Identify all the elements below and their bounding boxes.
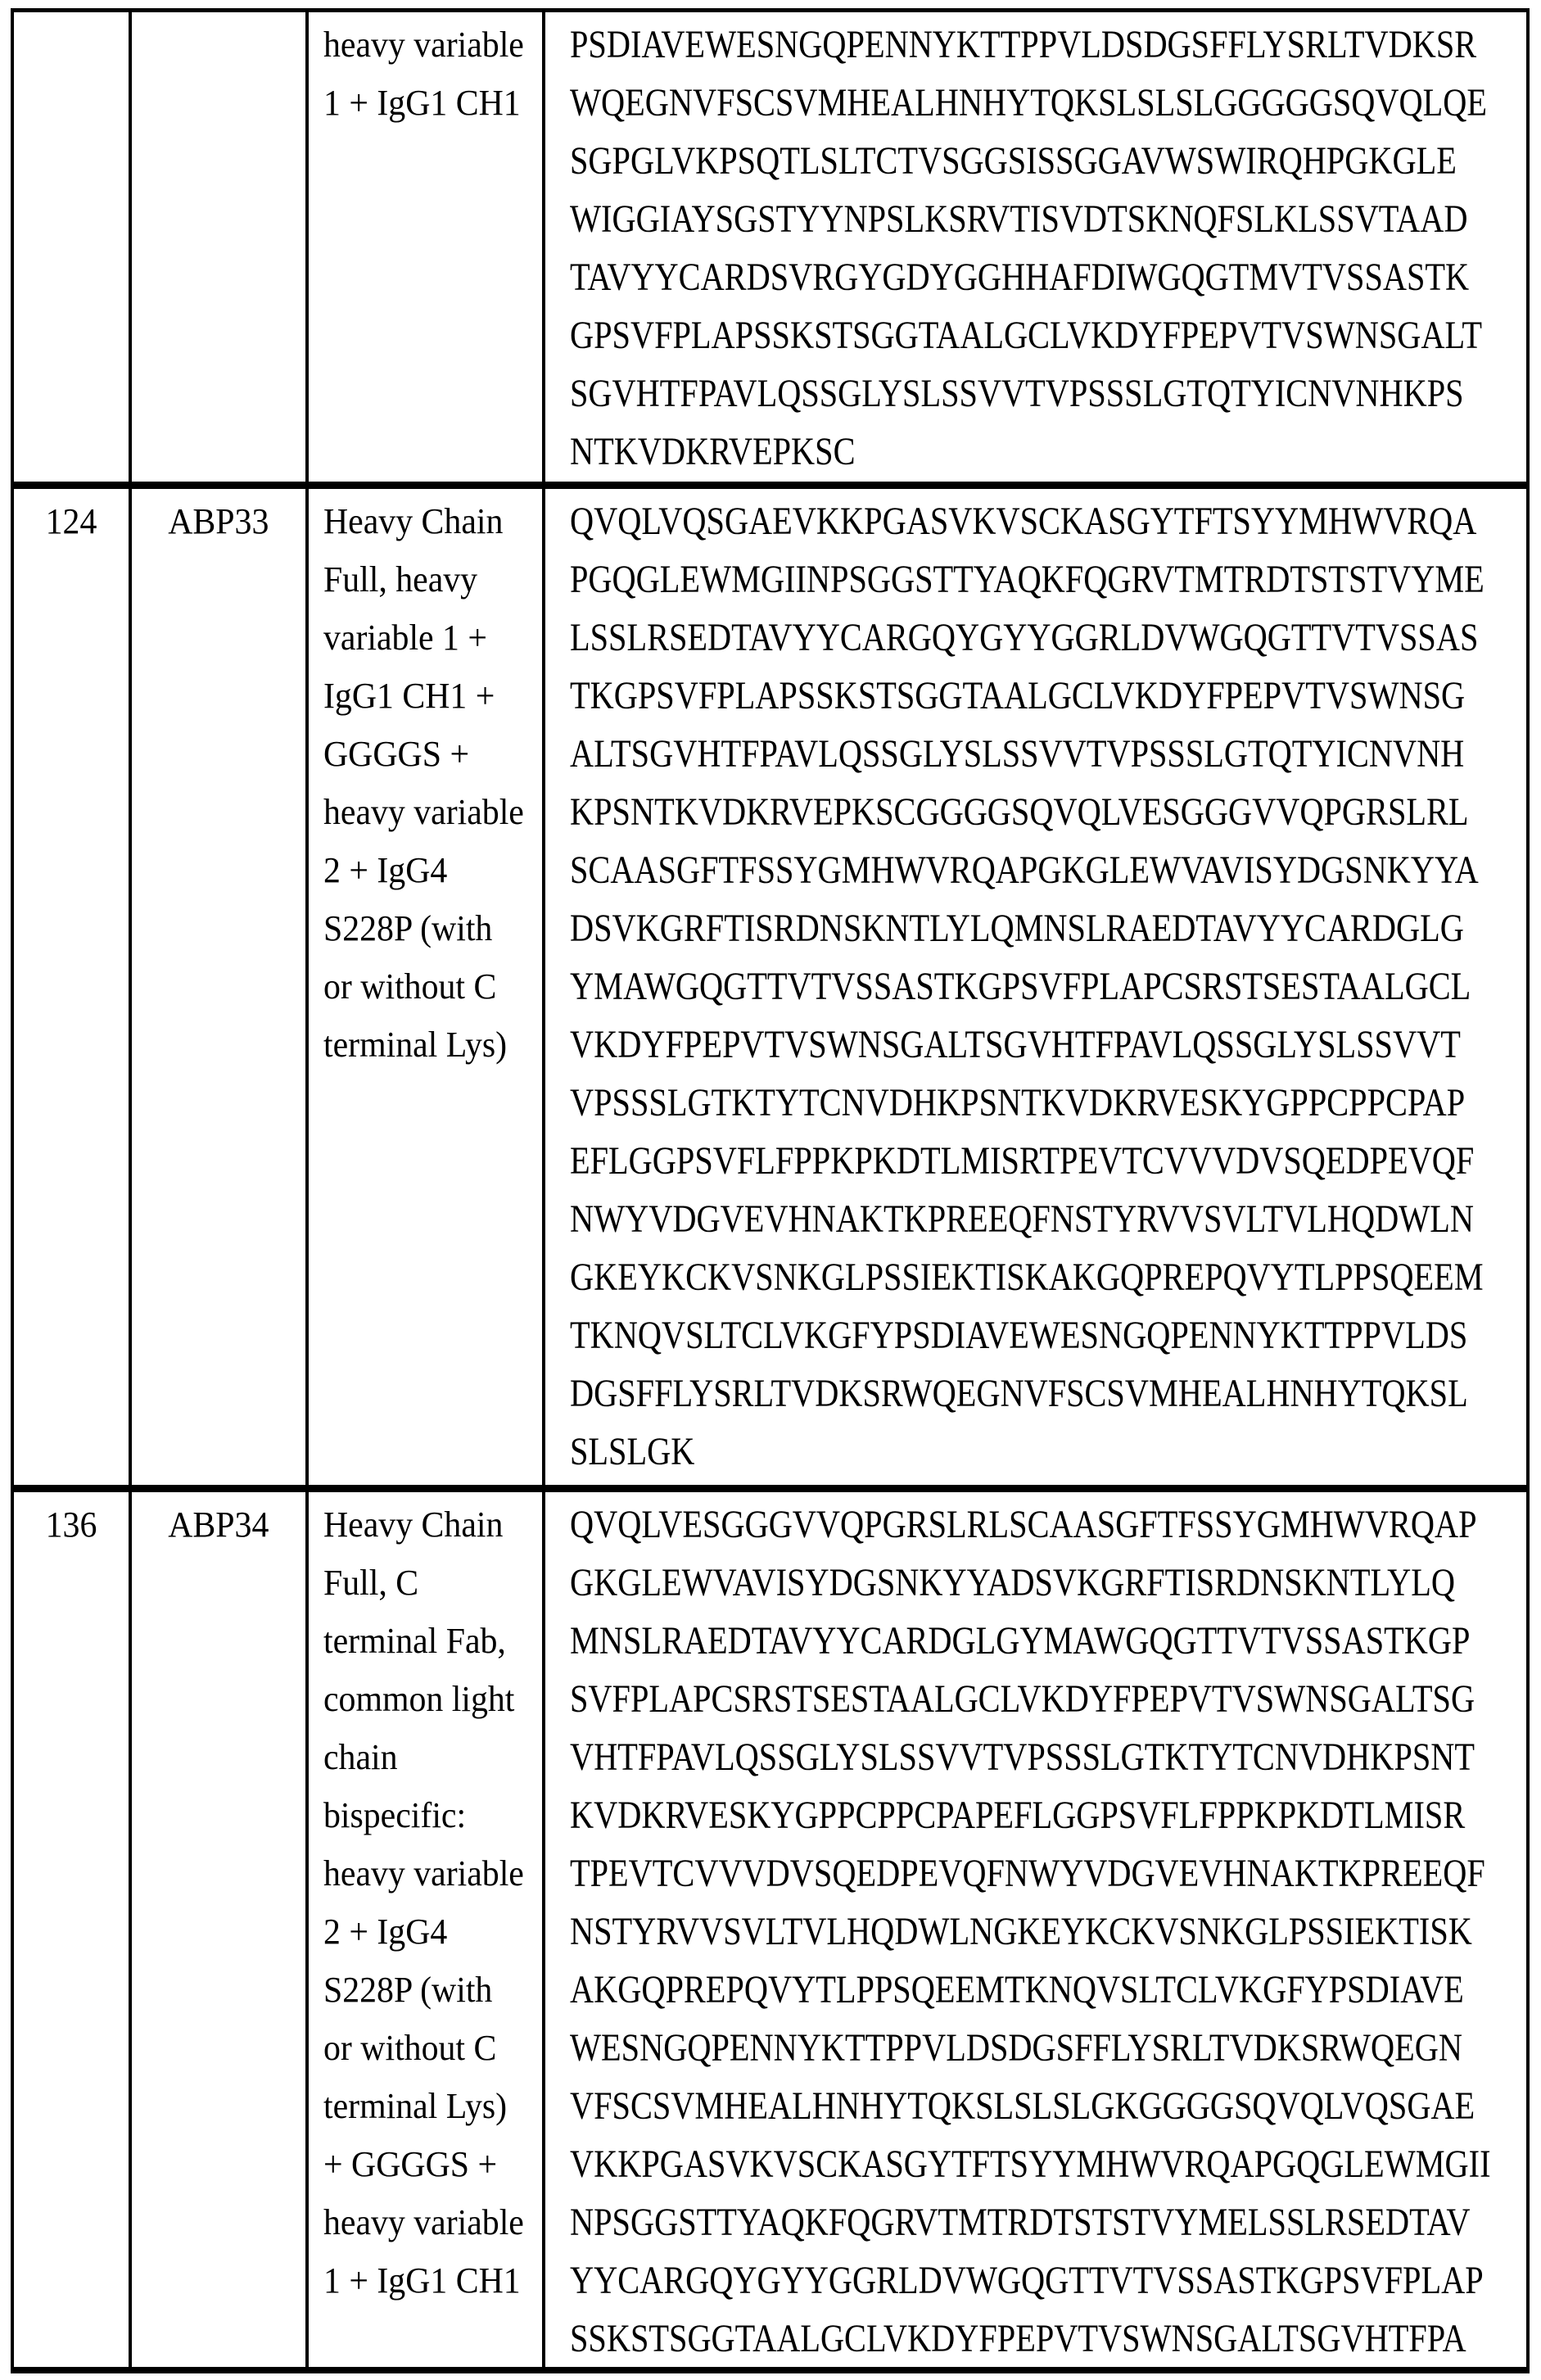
table-row: [14, 1485, 1526, 2367]
sequence-line: [570, 550, 1526, 609]
description-line-text: GGGGS +: [323, 734, 470, 774]
description-line: [323, 899, 542, 957]
description-line-text: + GGGGS +: [323, 2144, 498, 2184]
sequence-line: [570, 364, 1526, 423]
sequence-line: [570, 1728, 1526, 1786]
description-line: [323, 841, 542, 899]
description-line-text: common light: [323, 1679, 515, 1719]
sequence-line: [570, 725, 1526, 783]
sequence-line: [570, 783, 1526, 841]
description-line-text: Full, C: [323, 1563, 419, 1603]
description-line: [323, 1016, 542, 1074]
description-line: [323, 2135, 542, 2193]
sequence-line-text: SLSLGK: [570, 1430, 695, 1473]
name-line: [132, 16, 305, 74]
sequence-line: [570, 190, 1526, 248]
sequence-line: [570, 74, 1526, 132]
sequence-line: [570, 1364, 1526, 1423]
protein-name: ABP34: [168, 1504, 269, 1545]
sequence-line: [570, 492, 1526, 550]
sequence-line-text: SGVHTFPAVLQSSGLYSLSSVVTVPSSSLGTQTYICNVNHKPS: [570, 372, 1464, 415]
seq-id-number: 124: [45, 501, 97, 541]
sequence-line-text: DSVKGRFTISRDNSKNTLYLQMNSLRAEDTAVYYCARDGLG: [570, 907, 1464, 950]
sequence-line: [570, 899, 1526, 957]
sequence-line-text: AKGQPREPQVYTLPPSQEEMTKNQVSLTCLVKGFYPSDIAVE: [570, 1968, 1464, 2011]
seq-id-cell: [14, 1492, 132, 2367]
sequence-line: [570, 423, 1526, 481]
sequence-line: [570, 1074, 1526, 1132]
description-line: [323, 957, 542, 1016]
description-line: [323, 667, 542, 725]
sequence-line: [570, 1306, 1526, 1364]
sequence-line: [570, 2077, 1526, 2135]
sequence-line-text: NSTYRVVSVLTVLHQDWLNGKEYKCKVSNKGLPSSIEKTISK: [570, 1910, 1472, 1953]
description-cell: [309, 489, 545, 1485]
description-line-text: terminal Lys): [323, 2086, 508, 2126]
description-line-text: heavy variable: [323, 2202, 524, 2242]
name-line: [132, 1495, 305, 1554]
description-line-text: Heavy Chain: [323, 1504, 504, 1545]
sequence-line-text: TKGPSVFPLAPSSKSTSGGTAALGCLVKDYFPEPVTVSWNSG: [570, 674, 1466, 717]
sequence-line: [570, 1423, 1526, 1481]
description-line-text: or without C: [323, 966, 497, 1007]
sequence-line-text: QVQLVESGGGVVQPGRSLRLSCAASGFTFSSYGMHWVRQAP: [570, 1503, 1477, 1546]
sequence-line-text: SVFPLAPCSRSTSESTAALGCLVKDYFPEPVTVSWNSGALTSG: [570, 1677, 1475, 1721]
sequence-line: [570, 1844, 1526, 1903]
description-line-text: chain: [323, 1737, 398, 1777]
sequence-line: [570, 2193, 1526, 2251]
sequence-listing-table: [11, 8, 1530, 2373]
seq-id-cell: [14, 489, 132, 1485]
description-line-text: heavy variable: [323, 792, 524, 832]
description-line-text: IgG1 CH1 +: [323, 676, 495, 716]
description-line: [323, 550, 542, 609]
sequence-line-text: TKNQVSLTCLVKGFYPSDIAVEWESNGQPENNYKTTPPVLDS: [570, 1314, 1468, 1357]
sequence-line-text: NWYVDGVEVHNAKTKPREEQFNSTYRVVSVLTVLHQDWLN: [570, 1197, 1475, 1241]
sequence-line-text: TPEVTCVVVDVSQEDPEVQFNWYVDGVEVHNAKTKPREEQF: [570, 1852, 1485, 1895]
description-line: [323, 1961, 542, 2019]
description-line-text: 1 + IgG1 CH1: [323, 83, 521, 123]
table-row: [14, 482, 1526, 1485]
sequence-line: [570, 248, 1526, 306]
description-line-text: variable 1 +: [323, 618, 487, 658]
description-line-text: 1 + IgG1 CH1: [323, 2260, 521, 2301]
sequence-line-text: SSKSTSGGTAALGCLVKDYFPEPVTVSWNSGALTSGVHTFPA: [570, 2317, 1466, 2360]
description-line: [323, 1844, 542, 1903]
sequence-line: [570, 1786, 1526, 1844]
sequence-line: [570, 132, 1526, 190]
description-line-text: Full, heavy: [323, 559, 478, 600]
protein-name: ABP33: [168, 501, 269, 541]
description-line: [323, 2251, 542, 2310]
sequence-line: [570, 1670, 1526, 1728]
sequence-line: [570, 2251, 1526, 2310]
description-line: [323, 74, 542, 132]
sequence-line: [570, 841, 1526, 899]
seq-id-line: [14, 16, 129, 74]
description-line: [323, 2077, 542, 2135]
description-line-text: S228P (with: [323, 908, 493, 948]
sequence-line-text: LSSLRSEDTAVYYCARGQYGYYGGRLDVWGQGTTVTVSSAS: [570, 616, 1479, 659]
sequence-line-text: PSDIAVEWESNGQPENNYKTTPPVLDSDGSFFLYSRLTVDKSR: [570, 23, 1477, 66]
description-line: [323, 1903, 542, 1961]
sequence-line-text: QVQLVQSGAEVKKPGASVKVSCKASGYTFTSYYMHWVRQA: [570, 500, 1477, 543]
description-line: [323, 1495, 542, 1554]
sequence-line: [570, 1016, 1526, 1074]
sequence-line-text: MNSLRAEDTAVYYCARDGLGYMAWGQGTTVTVSSASTKGP: [570, 1619, 1471, 1663]
description-line: [323, 1670, 542, 1728]
sequence-line-text: SCAASGFTFSSYGMHWVRQAPGKGLEWVAVISYDGSNKYYA: [570, 848, 1479, 892]
sequence-line-text: EFLGGPSVFLFPPKPKDTLMISRTPEVTCVVVDVSQEDPEVQF: [570, 1139, 1475, 1183]
seq-id-line: [14, 492, 129, 550]
description-line: [323, 609, 542, 667]
sequence-line-text: WIGGIAYSGSTYYNPSLKSRVTISVDTSKNQFSLKLSSVTAAD: [570, 197, 1468, 241]
sequence-cell: [545, 12, 1526, 482]
sequence-line-text: TAVYYCARDSVRGYGDYGGHHAFDIWGQGTMVTVSSASTK: [570, 256, 1470, 299]
sequence-line: [570, 2310, 1526, 2367]
sequence-line: [570, 609, 1526, 667]
sequence-line: [570, 1190, 1526, 1248]
sequence-line-text: GKEYKCKVSNKGLPSSIEKTISKAKGQPREPQVYTLPPSQEEM: [570, 1256, 1484, 1299]
description-line: [323, 1786, 542, 1844]
sequence-line-text: GKGLEWVAVISYDGSNKYYADSVKGRFTISRDNSKNTLYLQ: [570, 1561, 1455, 1604]
sequence-line-text: NPSGGSTTYAQKFQGRVTMTRDTSTSTVYMELSSLRSEDTAV: [570, 2201, 1471, 2244]
sequence-line-text: NTKVDKRVEPKSC: [570, 430, 856, 473]
description-line-text: or without C: [323, 2028, 497, 2068]
description-cell: [309, 1492, 545, 2367]
sequence-line-text: VKDYFPEPVTVSWNSGALTSGVHTFPAVLQSSGLYSLSSVVT: [570, 1023, 1461, 1066]
sequence-cell: [545, 489, 1526, 1485]
table-row: [14, 12, 1526, 482]
name-line: [132, 492, 305, 550]
sequence-line: [570, 1132, 1526, 1190]
sequence-line-text: VFSCSVMHEALHNHYTQKSLSLSLGKGGGGSQVQLVQSGAE: [570, 2084, 1475, 2128]
description-line: [323, 2019, 542, 2077]
sequence-line-text: WQEGNVFSCSVMHEALHNHYTQKSLSLSLGGGGGSQVQLQE: [570, 81, 1488, 124]
sequence-line-text: ALTSGVHTFPAVLQSSGLYSLSSVVTVPSSSLGTQTYICNVNH: [570, 732, 1465, 776]
sequence-line-text: KPSNTKVDKRVEPKSCGGGGSQVQLVESGGGVVQPGRSLRL: [570, 790, 1469, 834]
seq-id-cell: [14, 12, 132, 482]
description-line-text: S228P (with: [323, 1970, 493, 2010]
sequence-line-text: WESNGQPENNYKTTPPVLDSDGSFFLYSRLTVDKSRWQEGN: [570, 2026, 1462, 2070]
sequence-line: [570, 667, 1526, 725]
seq-id-number: 136: [45, 1504, 97, 1545]
sequence-line-text: DGSFFLYSRLTVDKSRWQEGNVFSCSVMHEALHNHYTQKSL: [570, 1372, 1468, 1415]
sequence-line: [570, 1248, 1526, 1306]
description-line-text: Heavy Chain: [323, 501, 504, 541]
sequence-line: [570, 2019, 1526, 2077]
description-line: [323, 1612, 542, 1670]
sequence-line-text: KVDKRVESKYGPPCPPCPAPEFLGGPSVFLFPPKPKDTLMISR: [570, 1794, 1466, 1837]
description-line: [323, 492, 542, 550]
sequence-line-text: VKKPGASVKVSCKASGYTFTSYYMHWVRQAPGQGLEWMGII: [570, 2142, 1491, 2186]
description-line-text: heavy variable: [323, 1853, 524, 1894]
description-line-text: heavy variable: [323, 25, 524, 65]
name-cell: [132, 1492, 309, 2367]
sequence-line-text: YMAWGQGTTVTVSSASTKGPSVFPLAPCSRSTSESTAALGCL: [570, 965, 1471, 1008]
sequence-line: [570, 1903, 1526, 1961]
sequence-line: [570, 306, 1526, 364]
description-line-text: 2 + IgG4: [323, 1912, 448, 1952]
description-line-text: 2 + IgG4: [323, 850, 448, 890]
sequence-line: [570, 16, 1526, 74]
sequence-line: [570, 2135, 1526, 2193]
sequence-line-text: VPSSSLGTKTYTCNVDHKPSNTKVDKRVESKYGPPCPPCPAP: [570, 1081, 1466, 1124]
sequence-line: [570, 1612, 1526, 1670]
description-line-text: terminal Lys): [323, 1025, 508, 1065]
description-line-text: bispecific:: [323, 1795, 467, 1835]
description-line: [323, 1554, 542, 1612]
sequence-line-text: SGPGLVKPSQTLSLTCTVSGGSISSGGAVWSWIRQHPGKGLE: [570, 139, 1457, 183]
sequence-line: [570, 1554, 1526, 1612]
description-line-text: terminal Fab,: [323, 1621, 506, 1661]
description-cell: [309, 12, 545, 482]
sequence-line: [570, 957, 1526, 1016]
sequence-line-text: VHTFPAVLQSSGLYSLSSVVTVPSSSLGTKTYTCNVDHKPSNT: [570, 1735, 1475, 1779]
seq-id-line: [14, 1495, 129, 1554]
sequence-line-text: PGQGLEWMGIINPSGGSTTYAQKFQGRVTMTRDTSTSTVYME: [570, 558, 1485, 601]
sequence-line-text: YYCARGQYGYYGGRLDVWGQGTTVTVSSASTKGPSVFPLAP: [570, 2259, 1484, 2302]
description-line: [323, 1728, 542, 1786]
description-line: [323, 725, 542, 783]
name-cell: [132, 489, 309, 1485]
description-line: [323, 783, 542, 841]
description-line: [323, 16, 542, 74]
sequence-line: [570, 1961, 1526, 2019]
description-line: [323, 2193, 542, 2251]
name-cell: [132, 12, 309, 482]
sequence-line-text: GPSVFPLAPSSKSTSGGTAALGCLVKDYFPEPVTVSWNSGALT: [570, 314, 1483, 357]
sequence-cell: [545, 1492, 1526, 2367]
sequence-line: [570, 1495, 1526, 1554]
